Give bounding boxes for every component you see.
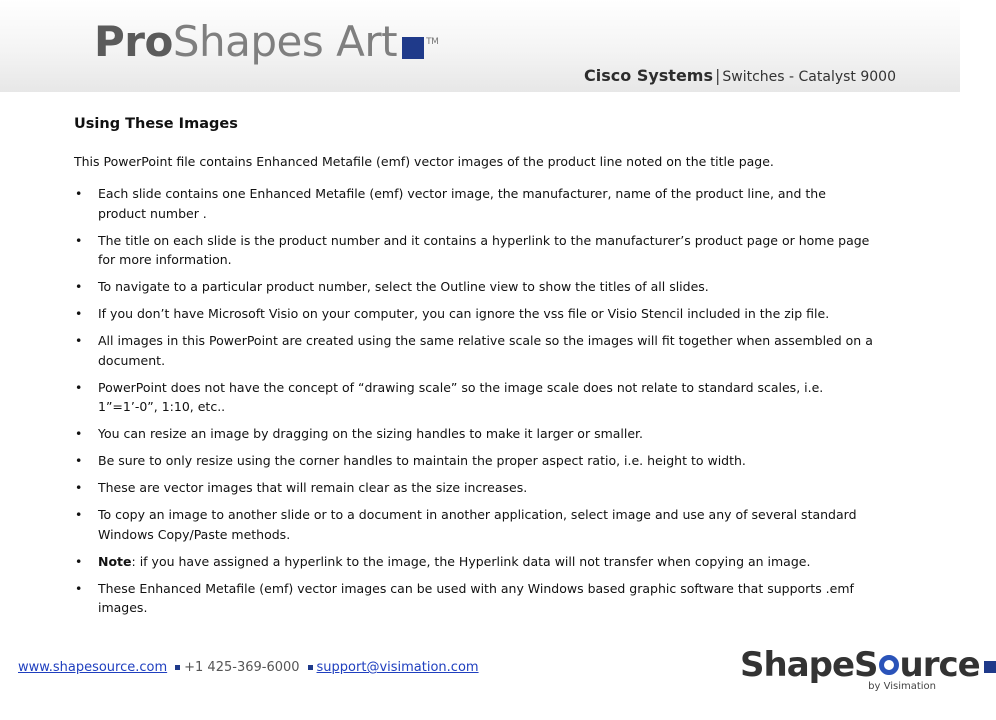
list-item	[74, 579, 874, 618]
trademark-mark: TM	[426, 37, 439, 47]
list-item	[74, 424, 874, 444]
list-item-text: To navigate to a particular product number, select the Outline view to show the titles of all slides.	[98, 279, 709, 294]
footer-contact	[18, 660, 479, 675]
separator-square-icon	[175, 665, 180, 670]
header-banner	[0, 0, 960, 92]
separator-square-icon	[308, 665, 313, 670]
product-line-name: Switches - Catalyst 9000	[722, 69, 896, 85]
list-item-text: PowerPoint does not have the concept of “drawing scale” so the image scale does not relate to standard scales, i.e. 1”=1’-0”, 1:10, etc..	[98, 379, 824, 414]
brand-square-icon	[984, 661, 996, 673]
list-item-text: If you don’t have Microsoft Visio on your computer, you can ignore the vss file or Visio Stencil included in the zip file.	[98, 306, 830, 321]
list-item	[74, 505, 874, 544]
shapesource-wordmark	[740, 645, 996, 685]
page-title: Using These Images	[74, 116, 238, 132]
list-item	[74, 277, 874, 297]
list-item-text: All images in this PowerPoint are created using the same relative scale so the images will fit together when assembled on a document.	[98, 333, 873, 368]
list-item	[74, 331, 874, 370]
brand-text-start: ShapeS	[740, 645, 878, 685]
bullet-icon: •	[75, 333, 83, 348]
list-item-text: The title on each slide is the product number and it contains a hyperlink to the manufacturer’s product page or home page for more information.	[98, 232, 870, 267]
header-separator: |	[715, 66, 721, 85]
logo-shapes-art-text: Shapes Art	[172, 17, 398, 66]
logo-square-icon	[402, 37, 424, 59]
list-item-text: You can resize an image by dragging on the sizing handles to make it larger or smaller.	[98, 426, 644, 441]
note-text: : if you have assigned a hyperlink to the image, the Hyperlink data will not transfer when copying an image.	[131, 553, 811, 569]
bullet-icon: •	[75, 580, 83, 596]
phone-number: +1 425-369-6000	[184, 660, 300, 675]
bullet-icon: •	[75, 186, 83, 201]
list-item-text: Each slide contains one Enhanced Metafile (emf) vector image, the manufacturer, name of the product line, and the product number .	[98, 186, 826, 221]
shapesource-logo	[740, 645, 980, 700]
ring-icon	[879, 655, 899, 675]
product-line-heading	[584, 66, 896, 85]
brand-text-end: urce	[899, 645, 980, 685]
list-item	[74, 231, 874, 270]
bullet-icon: •	[75, 480, 83, 495]
bullet-icon: •	[75, 232, 83, 248]
intro-paragraph: This PowerPoint file contains Enhanced Metafile (emf) vector images of the product line noted on the title page.	[74, 154, 774, 169]
bullet-icon: •	[75, 507, 83, 522]
proshapes-art-logo	[94, 8, 438, 68]
list-item-text: These are vector images that will remain clear as the size increases.	[98, 480, 528, 495]
bullet-icon: •	[75, 453, 83, 468]
list-item	[74, 451, 874, 471]
bullet-icon: •	[75, 426, 83, 441]
list-item-text: These Enhanced Metafile (emf) vector images can be used with any Windows based graphic software that supports .emf images.	[98, 580, 854, 615]
website-link[interactable]: www.shapesource.com	[18, 660, 168, 675]
list-item	[74, 478, 874, 498]
list-item	[74, 184, 874, 223]
bullet-icon: •	[75, 279, 83, 294]
support-email-link[interactable]: support@visimation.com	[316, 660, 479, 675]
bullet-icon: •	[75, 553, 83, 569]
instructions-list	[74, 184, 874, 618]
bullet-icon: •	[75, 379, 83, 395]
logo-pro-text: Pro	[94, 17, 173, 66]
by-visimation-text: by Visimation	[868, 681, 936, 692]
note-label: Note	[98, 553, 132, 569]
list-item	[74, 304, 874, 324]
note-item	[74, 552, 874, 572]
list-item	[74, 378, 874, 417]
slide-content	[74, 116, 874, 625]
list-item-text: To copy an image to another slide or to a document in another application, select image and use any of several standard Windows Copy/Paste methods.	[98, 507, 857, 542]
bullet-icon: •	[75, 306, 83, 321]
manufacturer-name: Cisco Systems	[584, 66, 713, 85]
list-item-text: Be sure to only resize using the corner handles to maintain the proper aspect ratio, i.e. height to width.	[98, 453, 746, 468]
